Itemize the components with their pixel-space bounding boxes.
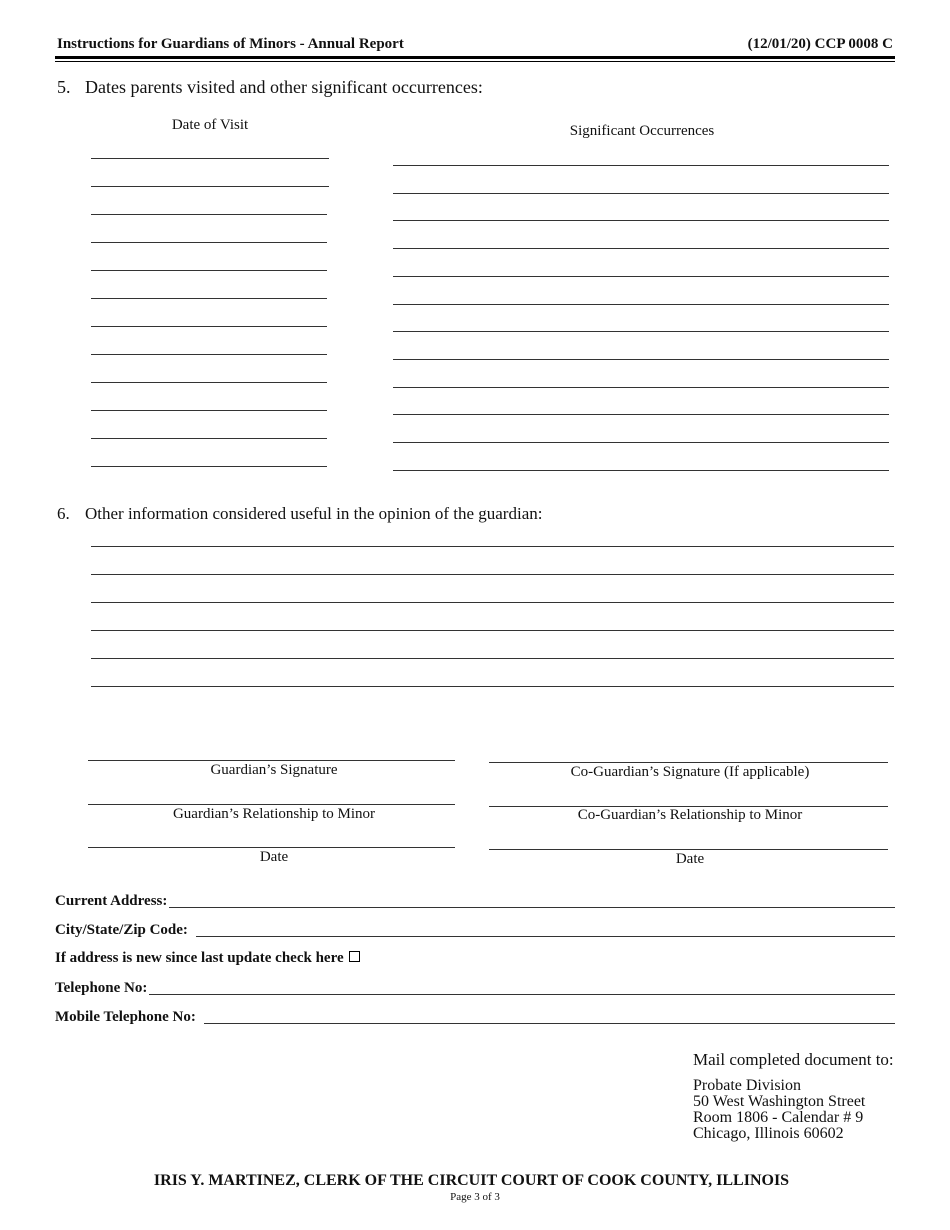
occurrence-line[interactable] xyxy=(393,165,889,166)
mail-line-2: 50 West Washington Street xyxy=(693,1093,866,1110)
form-title: Instructions for Guardians of Minors - Annual Report xyxy=(57,36,404,52)
mobile-label: Mobile Telephone No: xyxy=(55,1009,196,1025)
guardian-signature-line[interactable] xyxy=(88,760,455,761)
visit-date-line[interactable] xyxy=(91,242,327,243)
mail-line-4: Chicago, Illinois 60602 xyxy=(693,1125,844,1142)
other-info-line[interactable] xyxy=(91,686,894,687)
significant-occurrences-header: Significant Occurrences xyxy=(569,123,715,139)
other-info-line[interactable] xyxy=(91,546,894,547)
guardian-date-label: Date xyxy=(259,849,289,865)
mail-line-3: Room 1806 - Calendar # 9 xyxy=(693,1109,864,1126)
visit-date-line[interactable] xyxy=(91,466,327,467)
occurrence-line[interactable] xyxy=(393,359,889,360)
mobile-field[interactable] xyxy=(204,1023,895,1024)
other-info-line[interactable] xyxy=(91,574,894,575)
section-5-heading xyxy=(57,77,483,98)
occurrence-line[interactable] xyxy=(393,414,889,415)
visit-date-line[interactable] xyxy=(91,410,327,411)
visit-date-line[interactable] xyxy=(91,214,327,215)
address-new-label: If address is new since last update check here xyxy=(55,950,344,966)
guardian-date-line[interactable] xyxy=(88,847,455,848)
telephone-row xyxy=(55,977,895,997)
header-rule-thick xyxy=(55,56,895,59)
mail-line-1: Probate Division xyxy=(693,1077,801,1094)
other-info-line[interactable] xyxy=(91,658,894,659)
visit-date-line[interactable] xyxy=(91,186,329,187)
other-info-line[interactable] xyxy=(91,630,894,631)
coguardian-signature-label: Co-Guardian’s Signature (If applicable) xyxy=(570,764,810,780)
guardian-relationship-label: Guardian’s Relationship to Minor xyxy=(172,806,376,822)
header-rule-thin xyxy=(55,61,895,62)
form-code: (12/01/20) CCP 0008 C xyxy=(747,36,893,52)
city-state-zip-row xyxy=(55,919,895,939)
telephone-field[interactable] xyxy=(149,994,895,995)
mailing-address-block xyxy=(693,1052,894,1142)
mail-heading: Mail completed document to: xyxy=(693,1050,894,1069)
occurrence-line[interactable] xyxy=(393,331,889,332)
section-5-number: 5. xyxy=(57,77,71,97)
coguardian-relationship-label: Co-Guardian’s Relationship to Minor xyxy=(577,807,803,823)
city-state-zip-label: City/State/Zip Code: xyxy=(55,922,188,938)
guardian-relationship-line[interactable] xyxy=(88,804,455,805)
occurrence-line[interactable] xyxy=(393,387,889,388)
guardian-signature-label: Guardian’s Signature xyxy=(210,762,338,778)
section-5-title: Dates parents visited and other significant occurrences: xyxy=(85,77,483,97)
coguardian-date-label: Date xyxy=(675,851,705,867)
address-new-checkbox[interactable] xyxy=(349,951,360,962)
visit-date-line[interactable] xyxy=(91,270,327,271)
occurrence-line[interactable] xyxy=(393,442,889,443)
page-number: Page 3 of 3 xyxy=(450,1191,500,1203)
occurrence-line[interactable] xyxy=(393,304,889,305)
occurrence-line[interactable] xyxy=(393,276,889,277)
current-address-row xyxy=(55,890,895,910)
occurrence-line[interactable] xyxy=(393,470,889,471)
city-state-zip-field[interactable] xyxy=(196,936,895,937)
mobile-row xyxy=(55,1006,895,1026)
visit-date-line[interactable] xyxy=(91,354,327,355)
current-address-field[interactable] xyxy=(169,907,895,908)
coguardian-date-line[interactable] xyxy=(489,849,888,850)
section-6-heading xyxy=(57,504,542,524)
section-6-number: 6. xyxy=(57,504,70,523)
visit-date-line[interactable] xyxy=(91,158,329,159)
address-new-row xyxy=(55,950,360,967)
telephone-label: Telephone No: xyxy=(55,980,148,996)
visit-date-line[interactable] xyxy=(91,382,327,383)
coguardian-signature-line[interactable] xyxy=(489,762,888,763)
current-address-label: Current Address: xyxy=(55,893,168,909)
date-of-visit-header: Date of Visit xyxy=(171,117,249,133)
clerk-footer: IRIS Y. MARTINEZ, CLERK OF THE CIRCUIT COURT OF COOK COUNTY, ILLINOIS xyxy=(153,1172,790,1189)
occurrence-line[interactable] xyxy=(393,220,889,221)
visit-date-line[interactable] xyxy=(91,438,327,439)
visit-date-line[interactable] xyxy=(91,298,327,299)
section-6-title: Other information considered useful in the opinion of the guardian: xyxy=(85,504,543,523)
visit-date-line[interactable] xyxy=(91,326,327,327)
occurrence-line[interactable] xyxy=(393,193,889,194)
other-info-line[interactable] xyxy=(91,602,894,603)
occurrence-line[interactable] xyxy=(393,248,889,249)
